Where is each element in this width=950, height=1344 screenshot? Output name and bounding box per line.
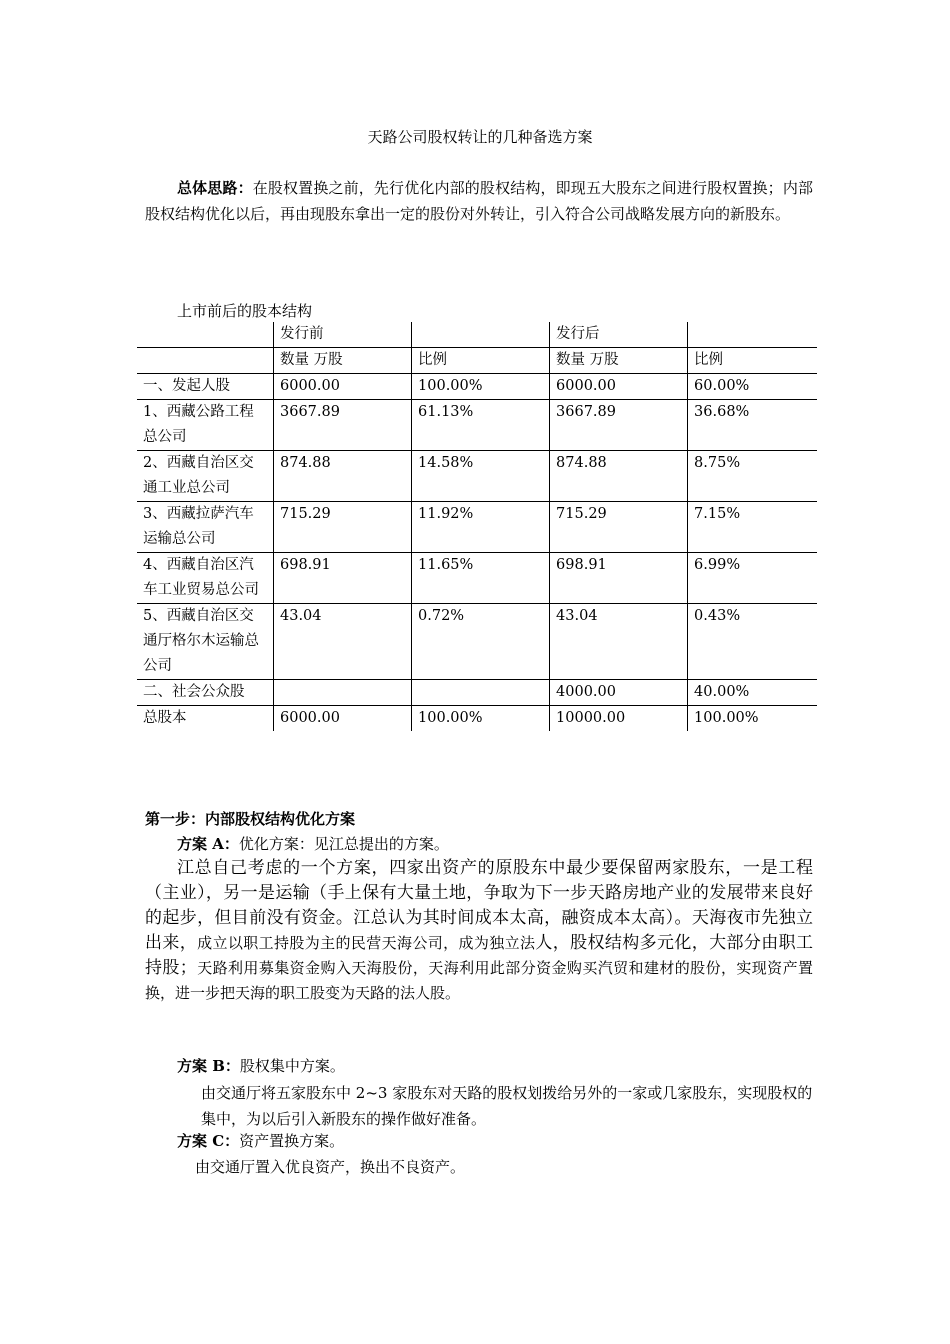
plan-c-text: 资产置换方案。 [239, 1132, 345, 1150]
row-post-pct: 36.68% [688, 400, 817, 451]
row-post-pct: 0.43% [688, 604, 817, 680]
document-title: 天路公司股权转让的几种备选方案 [367, 128, 593, 146]
row-pre-qty [274, 680, 412, 706]
table-group-header-row [137, 322, 817, 348]
table-row [137, 502, 817, 553]
table-row [137, 553, 817, 604]
group-header-pre: 发行前 [274, 322, 412, 348]
row-post-pct: 6.99% [688, 553, 817, 604]
plan-b-line [177, 1055, 345, 1076]
row-name: 1、西藏公路工程总公司 [137, 400, 274, 451]
row-pre-pct: 11.92% [412, 502, 550, 553]
step1-title: 第一步：内部股权结构优化方案 [145, 810, 356, 828]
table-row [137, 604, 817, 680]
row-post-pct: 40.00% [688, 680, 817, 706]
table-row [137, 374, 817, 400]
row-pre-qty: 43.04 [274, 604, 412, 680]
row-pre-pct: 0.72% [412, 604, 550, 680]
row-name: 5、西藏自治区交通厅格尔木运输总公司 [137, 604, 274, 680]
sub-header-pre-qty: 数量 万股 [274, 348, 412, 374]
row-post-pct: 8.75% [688, 451, 817, 502]
overview-text: 在股权置换之前，先行优化内部的股权结构，即现五大股东之间进行股权置换；内部股权结构优化以后，再由现股东拿出一定的股份对外转让，引入符合公司战略发展方向的新股东。 [145, 179, 813, 223]
plan-a-label: 方案 A： [177, 835, 239, 853]
plan-c-line [177, 1130, 344, 1151]
row-pre-qty: 6000.00 [274, 374, 412, 400]
row-name: 3、西藏拉萨汽车运输总公司 [137, 502, 274, 553]
group-header-post: 发行后 [550, 322, 688, 348]
row-pre-qty: 698.91 [274, 553, 412, 604]
row-pre-qty: 6000.00 [274, 706, 412, 732]
table-sub-header-row [137, 348, 817, 374]
row-post-qty: 10000.00 [550, 706, 688, 732]
plan-a-body-small1: 成立以职工持股为主的民营天海公司，成为独立法 [197, 934, 536, 952]
row-name: 总股本 [143, 710, 187, 726]
row-pre-qty: 874.88 [274, 451, 412, 502]
row-pre-qty: 715.29 [274, 502, 412, 553]
row-post-qty: 4000.00 [550, 680, 688, 706]
plan-b-text: 股权集中方案。 [239, 1057, 345, 1075]
row-post-pct: 100.00% [688, 706, 817, 732]
row-pre-qty: 3667.89 [274, 400, 412, 451]
plan-c-body: 由交通厅置入优良资产，换出不良资产。 [195, 1158, 466, 1176]
table-row [137, 451, 817, 502]
table-row [137, 680, 817, 706]
plan-a-body [145, 856, 813, 1006]
row-post-qty: 874.88 [550, 451, 688, 502]
plan-a-line [177, 833, 449, 854]
table-row [137, 400, 817, 451]
sub-header-post-qty: 数量 万股 [550, 348, 688, 374]
plan-c-label: 方案 C： [177, 1132, 240, 1150]
row-post-qty: 43.04 [550, 604, 688, 680]
sub-header-pre-pct: 比例 [412, 348, 550, 374]
plan-a-body-large: 江总自己考虑的一个方案，四家出资产的原股东中最少要保留两家股东，一是工程（主业），另一是运输（手上保有大量土地，争取为下一步天路房地产业的发展带来良好的起步，但目前没有资金。江总认为其时间成本太高，融资成本太高）。天海夜市先独立出来， [145, 858, 813, 953]
plan-a-body-small2: 天路利用募集资金购入天海股份，天海利用此部分资金购买汽贸和建材的股份，实现资产置换，进一步把天海的职工股变为天路的法人股。 [145, 959, 813, 1002]
overview-paragraph [145, 175, 813, 227]
row-post-qty: 715.29 [550, 502, 688, 553]
row-post-qty: 3667.89 [550, 400, 688, 451]
row-post-qty: 6000.00 [550, 374, 688, 400]
row-pre-pct: 14.58% [412, 451, 550, 502]
row-pre-pct: 100.00% [412, 706, 550, 732]
row-pre-pct: 11.65% [412, 553, 550, 604]
row-pre-pct: 100.00% [412, 374, 550, 400]
row-name: 一、发起人股 [137, 374, 274, 400]
sub-header-post-pct: 比例 [688, 348, 817, 374]
row-post-qty: 698.91 [550, 553, 688, 604]
row-name: 二、社会公众股 [137, 680, 274, 706]
row-name: 4、西藏自治区汽车工业贸易总公司 [137, 553, 274, 604]
row-pre-pct: 61.13% [412, 400, 550, 451]
table-caption: 上市前后的股本结构 [177, 302, 313, 320]
row-post-pct: 60.00% [688, 374, 817, 400]
row-name: 2、西藏自治区交通工业总公司 [137, 451, 274, 502]
plan-b-body [201, 1080, 813, 1132]
share-capital-table [137, 322, 817, 731]
plan-b-label: 方案 B： [177, 1057, 240, 1075]
table-row-total [137, 706, 817, 732]
plan-a-body-large2: 人，股权结构多元化，大部分由职工持股； [145, 933, 813, 978]
row-pre-pct [412, 680, 550, 706]
row-post-pct: 7.15% [688, 502, 817, 553]
plan-a-text: 优化方案：见江总提出的方案。 [238, 835, 449, 853]
plan-b-body-text: 由交通厅将五家股东中 2~3 家股东对天路的股权划拨给另外的一家或几家股东，实现股权的集中，为以后引入新股东的操作做好准备。 [201, 1084, 813, 1128]
overview-label: 总体思路： [177, 179, 253, 197]
